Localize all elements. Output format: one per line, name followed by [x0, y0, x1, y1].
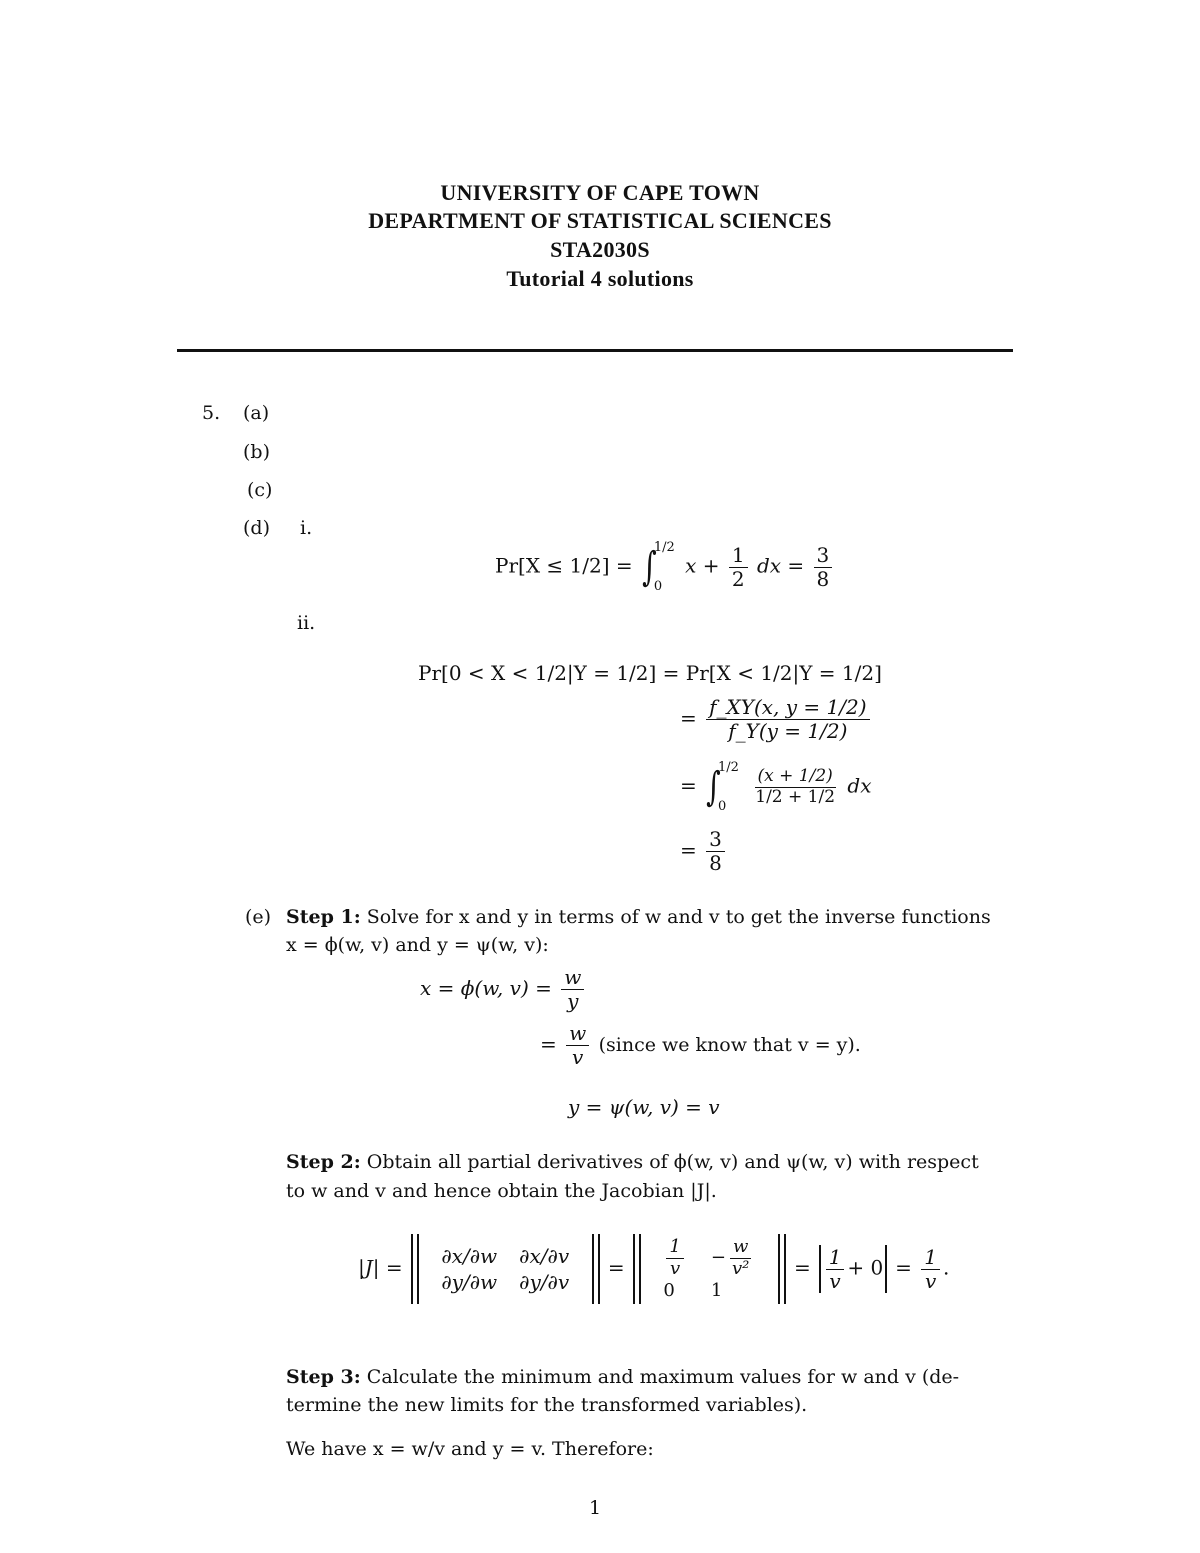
- part-e-label: (e): [245, 906, 272, 928]
- d-i-lower-limit: 0: [653, 579, 663, 594]
- step1-text2: x = ϕ(w, v) and y = ψ(w, v):: [286, 934, 549, 956]
- step2-text2: to w and v and hence obtain the Jacobian |J|.: [286, 1180, 717, 1202]
- step3-text3: We have x = w/v and y = v. Therefore:: [286, 1438, 654, 1460]
- d-i-dx: dx =: [756, 553, 805, 578]
- part-c-label: (c): [247, 479, 273, 501]
- equation-d-i: [495, 540, 835, 594]
- horizontal-rule: [177, 349, 1013, 352]
- page-number: 1: [589, 1497, 602, 1519]
- step1-paragraph: [286, 906, 991, 928]
- n11-numerator: 1: [666, 1237, 683, 1259]
- dy-dw: ∂y/∂w: [441, 1270, 498, 1294]
- jacobian-result-denominator: v: [924, 1268, 937, 1293]
- half-fraction: [729, 544, 748, 591]
- det-bar: [598, 1234, 600, 1304]
- tutorial-title: Tutorial 4 solutions: [506, 266, 694, 291]
- jacobian-lhs: |J| =: [358, 1255, 403, 1280]
- d-i-upper-limit: 1/2: [653, 540, 675, 555]
- det-bar: [592, 1234, 594, 1304]
- d-i-lhs: Pr[X ≤ 1/2] =: [495, 553, 633, 578]
- department-title: DEPARTMENT OF STATISTICAL SCIENCES: [368, 208, 832, 233]
- step3-label: Step 3:: [286, 1366, 361, 1388]
- step3-text2: termine the new limits for the transformed variables).: [286, 1394, 808, 1416]
- step1-eq3: y = ψ(w, v) = v: [568, 1095, 720, 1119]
- result-numerator: 3: [814, 544, 833, 568]
- abs-bar: [819, 1245, 821, 1293]
- d-ii-dx: dx: [847, 773, 872, 798]
- d-ii-line4: = $\frac{3}{8}$: [680, 828, 728, 875]
- d-ii-lower-limit: 0: [717, 799, 727, 814]
- step3-paragraph: [286, 1366, 959, 1388]
- step1-eq1-lhs: x = ϕ(w, v) =: [420, 976, 552, 1000]
- abs-bar: [885, 1245, 887, 1293]
- w-numerator: w: [561, 966, 584, 990]
- joint-density: f_XY(x, y = 1/2): [706, 696, 869, 720]
- step2-paragraph: [286, 1151, 979, 1173]
- n12-numerator: w: [730, 1237, 751, 1259]
- partial-derivative-matrix: [441, 1244, 569, 1294]
- dy-dv: ∂y/∂v: [519, 1270, 570, 1294]
- half-numerator: 1: [729, 544, 748, 568]
- step1-text1: Solve for x and y in terms of w and v to get the inverse functions: [366, 906, 991, 928]
- d-ii-result-fraction: [706, 828, 725, 875]
- w-numerator-2: w: [566, 1022, 589, 1046]
- step1-eq1: [420, 966, 587, 1013]
- d-ii-line3: = ∫ 1/2 0 $\frac{(x + 1/2)}{1/2 + 1/2}$ dx: [680, 760, 872, 814]
- det-bar: [633, 1234, 635, 1304]
- sub-ii-label: ii.: [297, 612, 316, 634]
- step1-eq2: = $\frac{w}{v}$ (since we know that v = y).: [540, 1021, 861, 1069]
- course-code: STA2030S: [550, 237, 650, 262]
- part-d-label: (d): [243, 517, 270, 539]
- abs-fraction: [826, 1246, 845, 1293]
- density-ratio-fraction: [706, 696, 869, 743]
- det-bar: [778, 1234, 780, 1304]
- det-bar: [417, 1234, 419, 1304]
- part-a-label: (a): [243, 402, 270, 424]
- d-ii-line1: Pr[0 < X < 1/2|Y = 1/2] = Pr[X < 1/2|Y = 1/2]: [418, 661, 882, 685]
- d-ii-upper-limit: 1/2: [717, 760, 739, 775]
- step3-text1: Calculate the minimum and maximum values for w and v (de-: [366, 1366, 960, 1388]
- w-over-v-fraction: [566, 1022, 589, 1069]
- y-denominator: y: [567, 989, 579, 1013]
- n22: 1: [710, 1279, 723, 1301]
- integrand-fraction: [752, 767, 838, 807]
- step1-label: Step 1:: [286, 906, 361, 928]
- question-number: 5.: [202, 402, 221, 424]
- n21: 0: [663, 1279, 675, 1301]
- part-b-label: (b): [243, 441, 270, 463]
- integral-sign: ∫: [642, 544, 657, 590]
- n12-denominator: v²: [731, 1258, 750, 1279]
- result-denominator: 8: [816, 566, 830, 591]
- det-bar: [784, 1234, 786, 1304]
- jacobian-result-numerator: 1: [921, 1246, 940, 1270]
- integrand-denominator: 1/2 + 1/2: [755, 786, 836, 807]
- step2-label: Step 2:: [286, 1151, 361, 1173]
- jacobian-result: [921, 1246, 940, 1293]
- det-bar: [639, 1234, 641, 1304]
- integrand-numerator: (x + 1/2): [755, 767, 836, 788]
- dx-dw: ∂x/∂w: [441, 1244, 498, 1268]
- since-note: (since we know that v = y).: [598, 1034, 861, 1056]
- d-i-integrand: x +: [685, 553, 720, 578]
- university-title: UNIVERSITY OF CAPE TOWN: [440, 180, 760, 205]
- evaluated-matrix: $\frac{1}{v}$ − $\frac{w}{\text{v²}}$ 0 1: [663, 1237, 755, 1300]
- jacobian-equation: |J| = ∂x/∂w ∂x/∂v ∂y/∂w ∂y/∂v = $\frac{1}{v}$ − $\frac{w}{\text{v²}}$ 0 1 = $\frac{1}{v}$ + 0 = $\frac{1}{v}$ .: [358, 1234, 949, 1304]
- integral-sign: ∫: [706, 764, 721, 810]
- v-denominator: v: [572, 1045, 584, 1069]
- dx-dv: ∂x/∂v: [519, 1244, 570, 1268]
- abs-numerator: 1: [826, 1246, 845, 1270]
- sub-i-label: i.: [300, 517, 313, 539]
- minus-w-over-v2: [729, 1237, 752, 1279]
- d-ii-result-numerator: 3: [706, 828, 725, 852]
- det-bar: [411, 1234, 413, 1304]
- one-over-v: [666, 1237, 683, 1279]
- d-ii-line2: = $\frac{f\_XY(x, y = 1/2)}{f\_Y(y = 1/2)}$: [680, 696, 873, 743]
- d-ii-result-denominator: 8: [709, 851, 722, 875]
- half-denominator: 2: [731, 566, 745, 591]
- w-over-y-fraction: [561, 966, 584, 1013]
- marginal-density: f_Y(y = 1/2): [728, 719, 848, 743]
- n11-denominator: v: [670, 1258, 681, 1279]
- abs-denominator: v: [829, 1268, 841, 1293]
- step2-text1: Obtain all partial derivatives of ϕ(w, v) and ψ(w, v) with respect: [366, 1151, 979, 1173]
- result-fraction: [814, 544, 833, 591]
- abs-tail: + 0: [847, 1255, 884, 1280]
